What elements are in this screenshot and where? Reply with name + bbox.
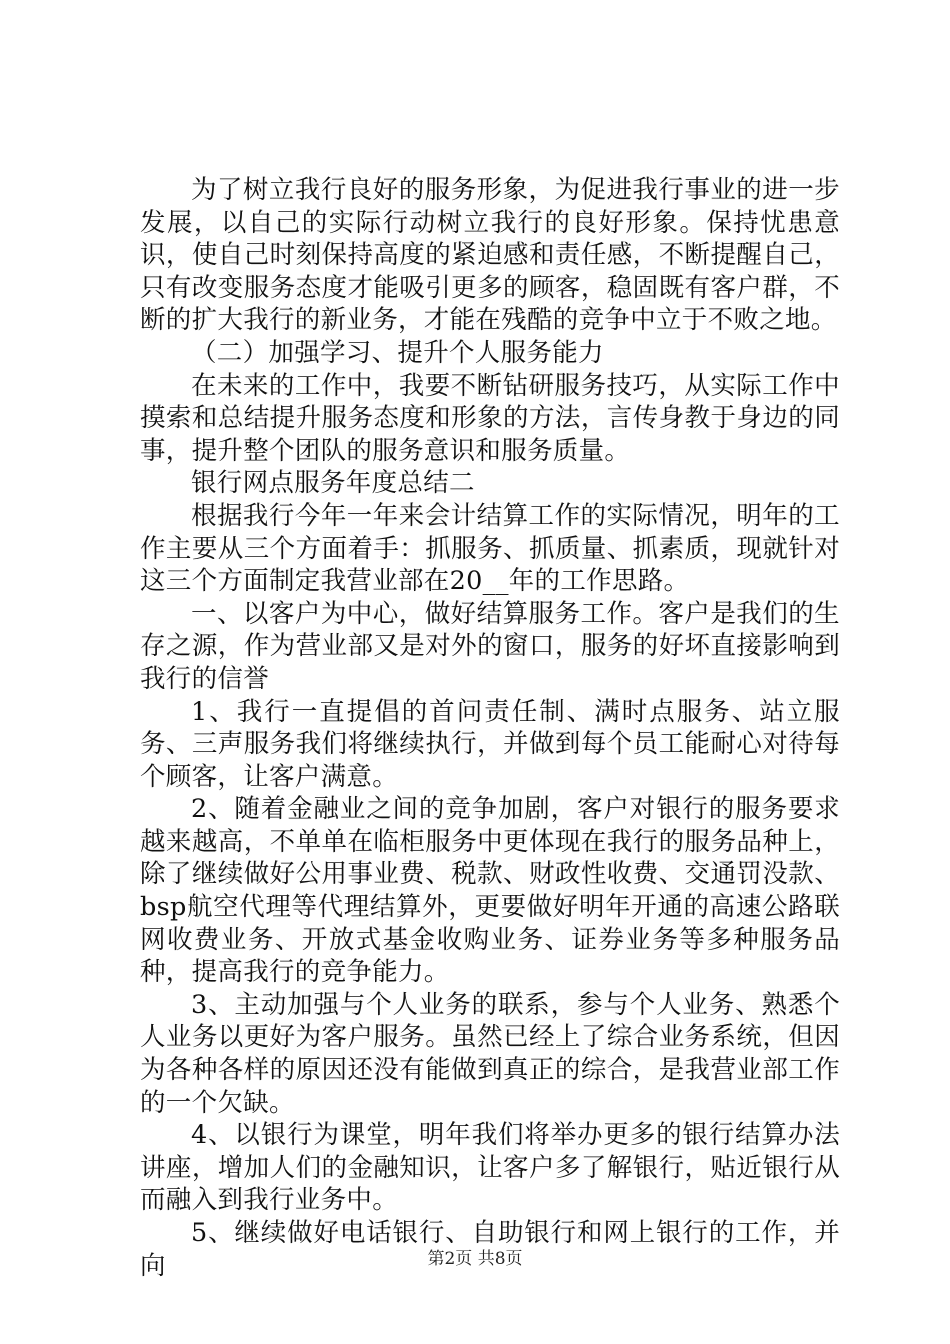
list-item-2: 2、随着金融业之间的竞争加剧，客户对银行的服务要求越来越高，不单单在临柜服务中更体现在我行的服务品种上，除了继续做好公用事业费、税款、财政性收费、交通罚没款、bsp航空代理等代理结算外，更要做好明年开通的高速公路联网收费业务、开放式基金收购业务、证券业务等多种服务品种，提高我行的竞争能力。 [140, 794, 840, 988]
list-item-1: 1、我行一直提倡的首问责任制、满时点服务、站立服务、三声服务我们将继续执行，并做到每个员工能耐心对待每个顾客，让客户满意。 [140, 696, 840, 792]
paragraph-service-image: 为了树立我行良好的服务形象，为促进我行事业的进一步发展，以自己的实际行动树立我行的良好形象。保持忧患意识，使自己时刻保持高度的紧迫感和责任感，不断提醒自己，只有改变服务态度才能吸引更多的顾客，稳固既有客户群，不断的扩大我行的新业务，才能在残酷的竞争中立于不败之地。 [140, 175, 840, 336]
paragraph-future-work: 在未来的工作中，我要不断钻研服务技巧，从实际工作中摸索和总结提升服务态度和形象的方法，言传身教于身边的同事，提升整个团队的服务意识和服务质量。 [140, 370, 840, 466]
page-number-footer: 第2页 共8页 [427, 1249, 523, 1269]
paragraph-work-plan: 根据我行今年一年来会计结算工作的实际情况，明年的工作主要从三个方面着手：抓服务、抓质量、抓素质，现就针对这三个方面制定我营业部在20__年的工作思路。 [140, 500, 840, 597]
section-heading-summary-two: 银行网点服务年度总结二 [191, 468, 475, 499]
document-body [140, 174, 840, 1282]
paragraph-customer-center: 一、以客户为中心，做好结算服务工作。客户是我们的生存之源，作为营业部又是对外的窗口，服务的好坏直接影响到我行的信誉 [140, 598, 840, 694]
list-item-5: 5、继续做好电话银行、自助银行和网上银行的工作，并向 [140, 1218, 840, 1281]
section-heading-study: （二）加强学习、提升个人服务能力 [191, 337, 604, 368]
list-item-3: 3、主动加强与个人业务的联系，参与个人业务、熟悉个人业务以更好为客户服务。虽然已经上了综合业务系统，但因为各种各样的原因还没有能做到真正的综合，是我营业部工作的一个欠缺。 [140, 989, 840, 1118]
list-item-4: 4、以银行为课堂，明年我们将举办更多的银行结算办法讲座，增加人们的金融知识，让客户多了解银行，贴近银行从而融入到我行业务中。 [140, 1120, 840, 1216]
